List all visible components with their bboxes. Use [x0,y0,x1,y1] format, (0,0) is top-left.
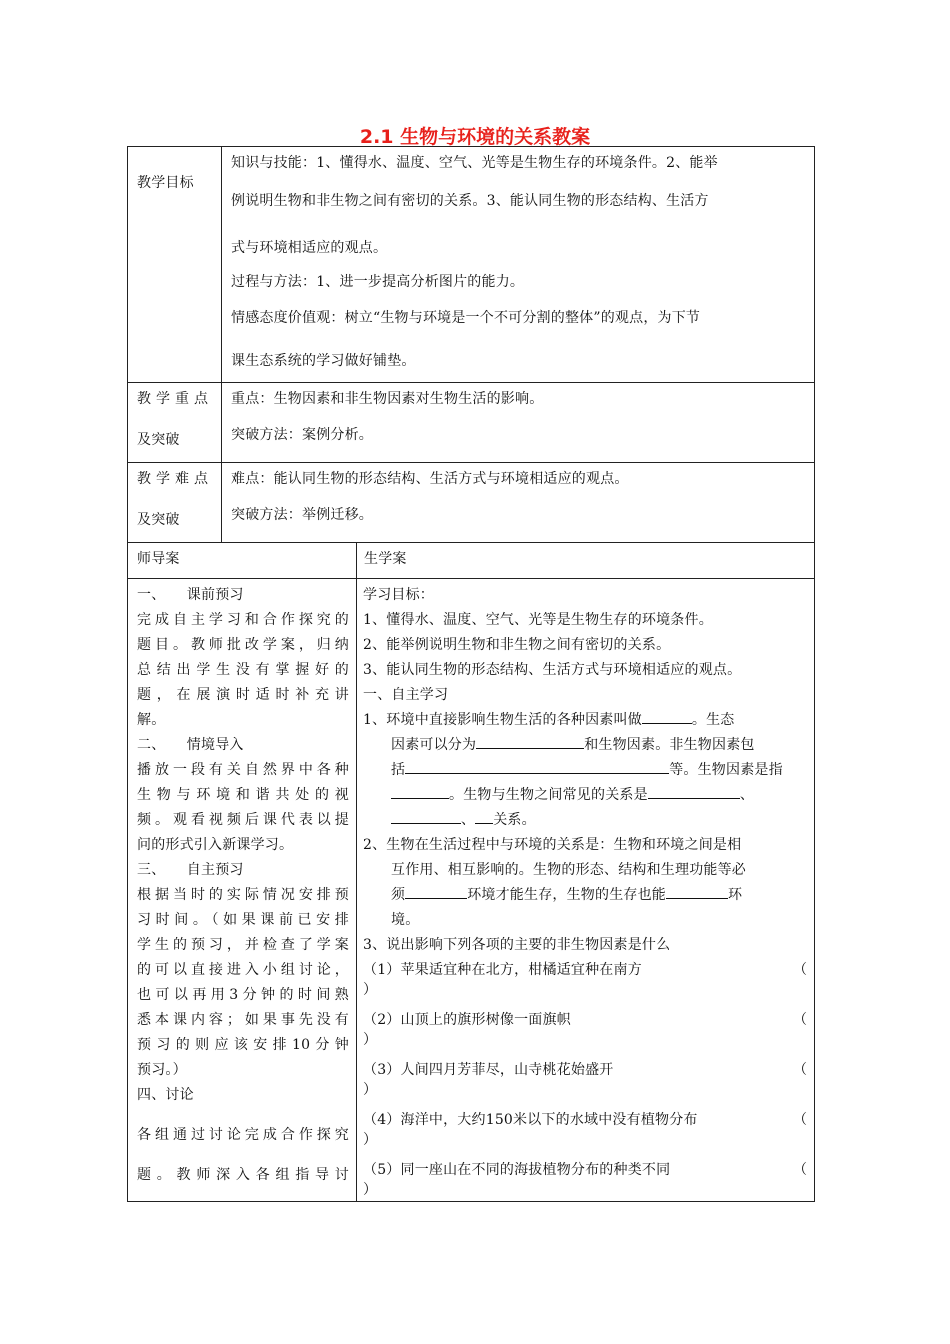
teacher-line: 解。 [137,712,166,728]
self-study-title: 一、自主学习 [363,687,449,703]
q3-item: （5）同一座山在不同的海拔植物分布的种类不同 [363,1162,671,1178]
question-2-line: 境。 [391,912,420,928]
teacher-line: 也可以再用3分钟的时间熟 [137,987,349,1003]
teacher-line: 问的形式引入新课学习。 [137,837,294,853]
q1-text: 等。生物因素是指 [669,762,783,778]
objectives-row [128,147,814,383]
difficulty-method: 突破方法：举例迁移。 [231,507,373,523]
lesson-table [127,146,815,1202]
q1-text: 。生物与生物之间常见的关系是 [449,787,648,803]
q1-text: 关系。 [493,812,536,828]
answer-paren-open: （ [793,1162,808,1178]
difficulties-label-cell [128,463,222,542]
fill-blank[interactable] [405,886,467,899]
teacher-line: 一、 课前预习 [137,587,244,603]
key-point-method: 突破方法：案例分析。 [231,427,373,443]
q1-text: 因素可以分为 [391,737,477,753]
teacher-line: 学生的预习，并检查了学案 [137,937,349,953]
answer-paren-open: （ [793,1062,808,1078]
teacher-plan-column [137,579,349,1201]
difficulty-line: 难点：能认同生物的形态结构、生活方式与环境相适应的观点。 [231,471,629,487]
objective-line: 例说明生物和非生物之间有密切的关系。3、能认同生物的形态结构、生活方 [231,193,709,209]
teacher-line: 悉本课内容；如果事先没有 [137,1012,349,1028]
fill-blank[interactable] [391,811,461,824]
q3-item: （4）海洋中，大约150米以下的水域中没有植物分布 [363,1112,698,1128]
key-points-content [222,383,814,462]
teacher-line: 题目。教师批改学案，归纳 [137,637,349,653]
answer-paren-close: ） [363,1082,378,1098]
plan-headers-row [128,543,814,579]
objective-line: 情感态度价值观：树立“生物与环境是一个不可分割的整体”的观点，为下节 [231,310,701,326]
q1-text: 、 [739,787,755,803]
column-divider [356,543,357,578]
q3-item: （3）人间四月芳菲尽，山寺桃花始盛开 [363,1062,614,1078]
q1-text: 、 [461,812,476,828]
key-points-label: 教学重点 [137,391,213,407]
answer-paren-close: ） [363,1182,378,1198]
teacher-line: 四、讨论 [137,1087,194,1103]
question-1-line [391,759,783,779]
question-1-line [391,809,536,829]
objective-line: 式与环境相适应的观点。 [231,240,388,256]
fill-blank[interactable] [648,786,740,799]
goal-title: 学习目标： [363,587,434,603]
fill-blank[interactable] [476,736,584,749]
answer-paren-close: ） [363,1032,378,1048]
teacher-line: 预习。） [137,1062,187,1078]
fill-blank[interactable] [405,761,669,774]
key-points-label-2: 及突破 [137,432,180,448]
teacher-line: 频。观看视频后课代表以提 [137,812,349,828]
student-plan-header: 生学案 [364,551,407,567]
teacher-line: 根据当时的实际情况安排预 [137,887,349,903]
q1-text: 1、环境中直接影响生物生活的各种因素叫做 [363,712,642,728]
fill-blank[interactable] [475,811,493,824]
teacher-line: 播放一段有关自然界中各种 [137,762,349,778]
objective-line: 知识与技能：1、懂得水、温度、空气、光等是生物生存的环境条件。2、能举 [231,155,718,171]
teacher-line: 各组通过讨论完成合作探究 [137,1127,349,1143]
goal-item: 2、能举例说明生物和非生物之间有密切的关系。 [363,637,671,653]
key-point-line: 重点：生物因素和非生物因素对生物生活的影响。 [231,391,544,407]
key-points-label-cell [128,383,222,462]
objective-line: 课生态系统的学习做好铺垫。 [231,353,416,369]
question-3-title: 3、说出影响下列各项的主要的非生物因素是什么 [363,937,671,953]
teacher-line: 生物与环境和谐共处的视 [137,787,349,803]
teacher-line: 习时间。（如果课前已安排 [137,912,349,928]
q2-text: 环 [728,887,743,903]
answer-paren-open: （ [793,1112,808,1128]
teacher-line: 题。教师深入各组指导讨 [137,1167,349,1183]
q1-text: 。生态 [691,712,735,728]
q3-item: （1）苹果适宜种在北方，柑橘适宜种在南方 [363,962,642,978]
fill-blank[interactable] [391,786,449,799]
teacher-line: 二、 情境导入 [137,737,244,753]
teacher-line: 题，在展演时适时补充讲 [137,687,349,703]
q2-text: 环境才能生存，生物的生存也能 [467,887,667,903]
page-title: 2.1 生物与环境的关系教案 [359,126,591,148]
teacher-line: 的可以直接进入小组讨论， [137,962,349,978]
student-plan-column [363,579,808,1201]
fill-blank[interactable] [642,711,692,724]
objectives-label-cell [128,147,222,382]
teacher-line: 三、 自主预习 [137,862,244,878]
q1-text: 括 [391,762,406,778]
question-1-line [363,709,735,729]
question-2-line [391,884,742,904]
difficulties-row [128,463,814,543]
goal-item: 3、能认同生物的形态结构、生活方式与环境相适应的观点。 [363,662,742,678]
objectives-label: 教学目标 [137,175,194,191]
question-1-line [391,734,755,754]
q1-text: 和生物因素。非生物因素包 [584,737,755,753]
plan-body-row [128,579,814,1201]
question-2-line: 2、生物在生活过程中与环境的关系是：生物和环境之间是相 [363,837,742,853]
objectives-content [222,147,814,382]
goal-item: 1、懂得水、温度、空气、光等是生物生存的环境条件。 [363,612,713,628]
teacher-line: 预习的则应该安排10分钟 [137,1037,349,1053]
difficulties-label-2: 及突破 [137,512,180,528]
teacher-line: 完成自主学习和合作探究的 [137,612,349,628]
fill-blank[interactable] [666,886,728,899]
teacher-plan-header: 师导案 [137,551,180,567]
difficulties-content [222,463,814,542]
difficulties-label: 教学难点 [137,471,213,487]
objective-line: 过程与方法：1、进一步提高分析图片的能力。 [231,274,525,290]
answer-paren-open: （ [793,1012,808,1028]
key-points-row [128,383,814,463]
q2-text: 须 [391,887,406,903]
answer-paren-close: ） [363,1132,378,1148]
answer-paren-open: （ [793,962,808,978]
q3-item: （2）山顶上的旗形树像一面旗帜 [363,1012,571,1028]
teacher-line: 总结出学生没有掌握好的 [137,662,349,678]
column-divider [356,579,357,1201]
question-2-line: 互作用、相互影响的。生物的形态、结构和生理功能等必 [391,862,746,878]
answer-paren-close: ） [363,982,378,998]
question-1-line [391,784,754,804]
